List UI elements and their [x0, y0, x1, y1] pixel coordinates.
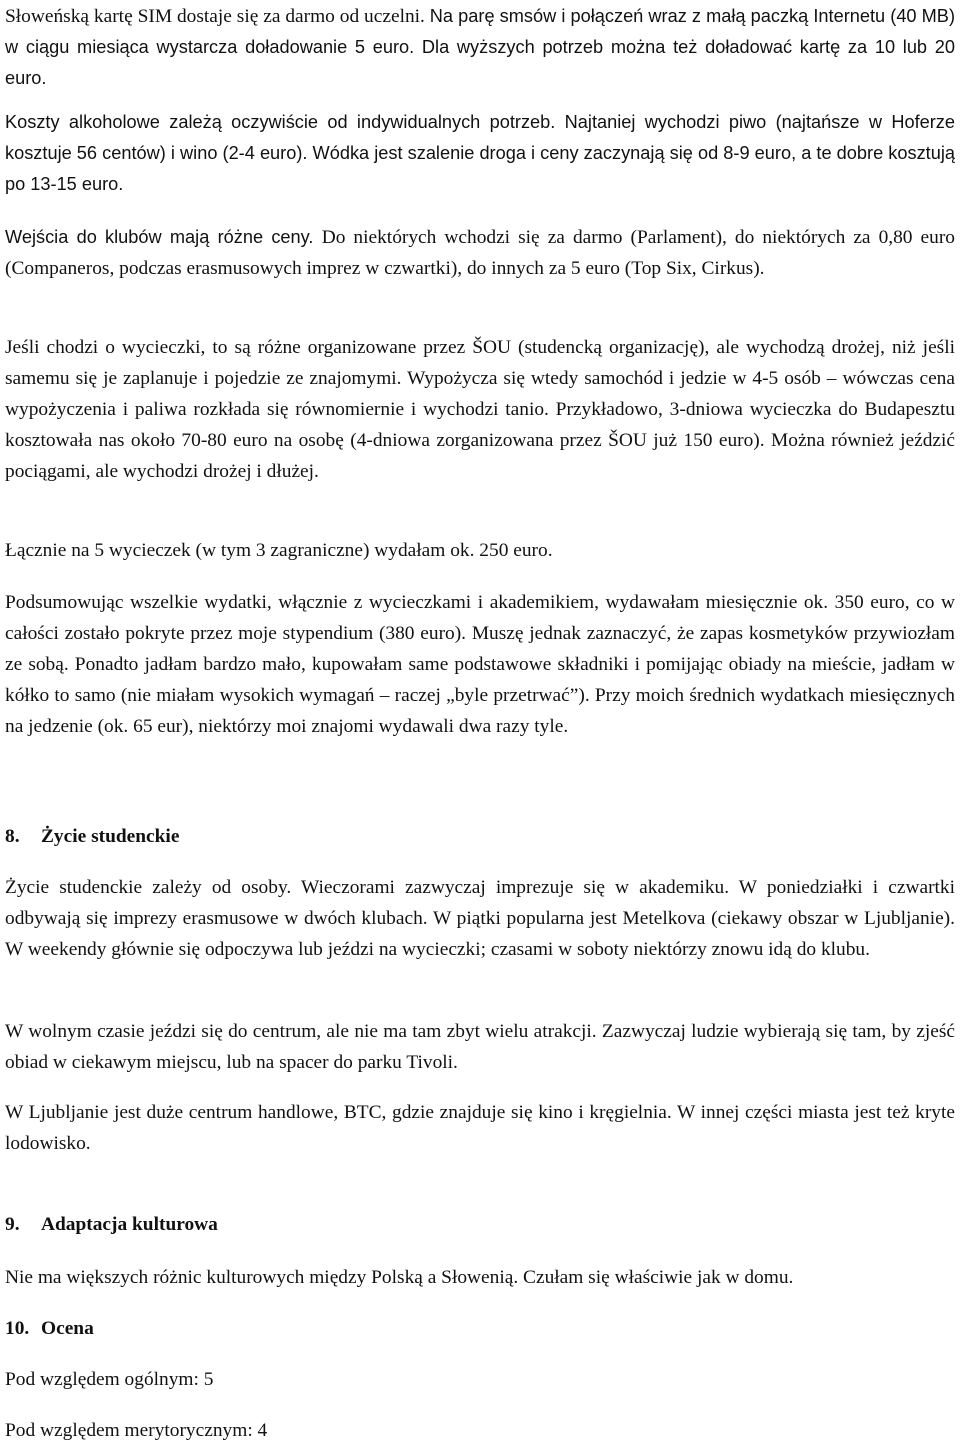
section-title: Ocena: [41, 1318, 94, 1339]
paragraph-segment: Wejścia do klubów mają różne ceny.: [5, 227, 322, 247]
rating-general: [5, 1364, 955, 1395]
paragraph-sim-card: [5, 1, 955, 94]
paragraph-text: Życie studenckie zależy od osoby. Wieczorami zazwyczaj imprezuje się w akademiku. W poniedziałki i czwartki odbywają się imprezy erasmusowe w dwóch klubach. W piątki popularna jest Metelkova (ciekawy obszar w Ljubljanie). W weekendy głównie się odpoczywa lub jeździ na wycieczki; czasami w soboty niektórzy znowu idą do klubu.: [5, 877, 955, 960]
paragraph-segment: Koszty alkoholowe zależą oczywiście od indywidualnych potrzeb. Najtaniej wychodzi piwo (najtańsze w Hoferze kosztuje 56 centów) i wino (2-4 euro). Wódka jest szalenie droga i ceny zaczynają się od 8-9 euro, a te dobre kosztują po 13-15 euro.: [5, 112, 955, 194]
section-title: Życie studenckie: [41, 826, 180, 847]
rating-text: Pod względem merytorycznym: 4: [5, 1420, 268, 1441]
paragraph-segment: Do niektórych wchodzi się za darmo (Parlament), do niektórych za 0,80 euro (Companeros, podczas erasmusowych imprez w czwartki), do innych za 5 euro (Top Six, Cirkus).: [5, 227, 955, 279]
section-number: 8.: [5, 826, 20, 847]
section-8-paragraph-3: [5, 1097, 955, 1159]
section-8-heading: [5, 821, 179, 852]
section-9-paragraph-1: [5, 1262, 955, 1293]
paragraph-segment: Słoweńską kartę SIM dostaje się za darmo od uczelni.: [5, 6, 430, 27]
paragraph-text: W wolnym czasie jeździ się do centrum, ale nie ma tam zbyt wielu atrakcji. Zazwyczaj ludzie wybierają się tam, by zjeść obiad w ciekawym miejscu, lub na spacer do parku Tivoli.: [5, 1021, 955, 1073]
paragraph-segment: Jeśli chodzi o wycieczki, to są różne organizowane przez ŠOU (studencką organizację), ale wychodzą drożej, niż jeśli samemu się je zaplanuje i pojedzie ze znajomymi. Wypożycza się wtedy samochód i jedzie w 4-5 osób – wówczas cena wypożyczenia i paliwa rozkłada się równomiernie i wychodzi tanio. Przykładowo, 3-dniowa wycieczka do Budapesztu kosztowała nas około 70-80 euro na osobę (4-dniowa zorganizowana przez ŠOU już 150 euro). Można również jeździć pociągami, ale wychodzi drożej i dłużej.: [5, 337, 955, 482]
section-9-heading: [5, 1209, 218, 1240]
section-number: 9.: [5, 1214, 20, 1235]
paragraph-expenses-summary: [5, 587, 955, 742]
paragraph-trips-total: [5, 535, 955, 566]
paragraph-club-entry: [5, 222, 955, 284]
paragraph-segment: Podsumowując wszelkie wydatki, włącznie z wycieczkami i akademikiem, wydawałam miesięcznie ok. 350 euro, co w całości zostało pokryte przez moje stypendium (380 euro). Muszę jednak zaznaczyć, że zapas kosmetyków przywiozłam ze sobą. Ponadto jadłam bardzo mało, kupowałam same podstawowe składniki i pomijając obiady na mieście, jadłam w kółko to samo (nie miałam wysokich wymagań – raczej „byle przetrwać”). Przy moich średnich wydatkach miesięcznych na jedzenie (ok. 65 eur), niektórzy moi znajomi wydawali dwa razy tyle.: [5, 592, 955, 737]
section-10-heading: [5, 1313, 94, 1344]
paragraph-text: W Ljubljanie jest duże centrum handlowe, BTC, gdzie znajduje się kino i kręgielnia. W innej części miasta jest też kryte lodowisko.: [5, 1102, 955, 1154]
section-number: 10.: [5, 1318, 30, 1339]
paragraph-text: Nie ma większych różnic kulturowych między Polską a Słowenią. Czułam się właściwie jak w domu.: [5, 1267, 794, 1288]
section-8-paragraph-1: [5, 872, 955, 965]
rating-substantive: [5, 1415, 955, 1446]
paragraph-segment: Na parę smsów i połączeń wraz z małą paczką Internetu (40 MB) w ciągu miesiąca wystarcza doładowanie 5 euro. Dla wyższych potrzeb można też doładować kartę za 10 lub 20 euro.: [5, 6, 955, 88]
section-title: Adaptacja kulturowa: [41, 1214, 218, 1235]
section-8-paragraph-2: [5, 1016, 955, 1078]
paragraph-trips: [5, 332, 955, 487]
paragraph-segment: Łącznie na 5 wycieczek (w tym 3 zagraniczne) wydałam ok. 250 euro.: [5, 540, 553, 561]
paragraph-alcohol-costs: [5, 107, 955, 200]
rating-text: Pod względem ogólnym: 5: [5, 1369, 214, 1390]
